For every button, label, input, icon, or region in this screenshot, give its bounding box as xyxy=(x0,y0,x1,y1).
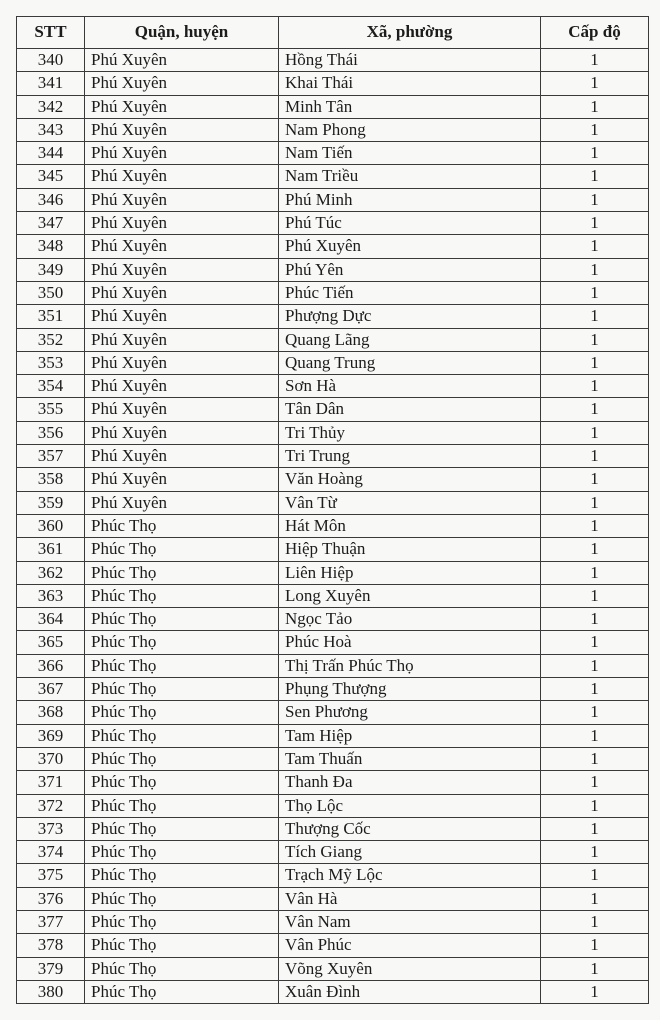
table-row xyxy=(17,678,649,701)
stt-cell: 374 xyxy=(17,841,85,864)
ward-cell: Thị Trấn Phúc Thọ xyxy=(279,654,541,677)
ward-cell: Tích Giang xyxy=(279,841,541,864)
table-row xyxy=(17,328,649,351)
ward-cell: Phú Yên xyxy=(279,258,541,281)
level-cell: 1 xyxy=(541,351,649,374)
table-row xyxy=(17,864,649,887)
level-cell: 1 xyxy=(541,281,649,304)
header-ward: Xã, phường xyxy=(279,17,541,49)
table-row xyxy=(17,747,649,770)
table-row xyxy=(17,887,649,910)
ward-level-table xyxy=(16,16,649,1004)
stt-cell: 372 xyxy=(17,794,85,817)
table-row xyxy=(17,794,649,817)
table-row xyxy=(17,258,649,281)
level-cell: 1 xyxy=(541,188,649,211)
stt-cell: 346 xyxy=(17,188,85,211)
ward-cell: Quang Lãng xyxy=(279,328,541,351)
level-cell: 1 xyxy=(541,165,649,188)
ward-cell: Hồng Thái xyxy=(279,49,541,72)
level-cell: 1 xyxy=(541,980,649,1003)
table-row xyxy=(17,188,649,211)
district-cell: Phúc Thọ xyxy=(85,584,279,607)
level-cell: 1 xyxy=(541,771,649,794)
level-cell: 1 xyxy=(541,561,649,584)
stt-cell: 379 xyxy=(17,957,85,980)
stt-cell: 341 xyxy=(17,72,85,95)
district-cell: Phúc Thọ xyxy=(85,631,279,654)
level-cell: 1 xyxy=(541,817,649,840)
table-row xyxy=(17,514,649,537)
table-row xyxy=(17,817,649,840)
level-cell: 1 xyxy=(541,72,649,95)
level-cell: 1 xyxy=(541,375,649,398)
district-cell: Phúc Thọ xyxy=(85,934,279,957)
table-row xyxy=(17,212,649,235)
stt-cell: 368 xyxy=(17,701,85,724)
table-row xyxy=(17,445,649,468)
table-row xyxy=(17,165,649,188)
stt-cell: 351 xyxy=(17,305,85,328)
district-cell: Phú Xuyên xyxy=(85,235,279,258)
stt-cell: 378 xyxy=(17,934,85,957)
ward-cell: Phúc Hoà xyxy=(279,631,541,654)
stt-cell: 370 xyxy=(17,747,85,770)
stt-cell: 364 xyxy=(17,608,85,631)
level-cell: 1 xyxy=(541,118,649,141)
table-row xyxy=(17,584,649,607)
stt-cell: 356 xyxy=(17,421,85,444)
ward-cell: Liên Hiệp xyxy=(279,561,541,584)
district-cell: Phú Xuyên xyxy=(85,118,279,141)
level-cell: 1 xyxy=(541,328,649,351)
table-row xyxy=(17,934,649,957)
level-cell: 1 xyxy=(541,142,649,165)
header-level: Cấp độ xyxy=(541,17,649,49)
level-cell: 1 xyxy=(541,957,649,980)
level-cell: 1 xyxy=(541,468,649,491)
table-row xyxy=(17,95,649,118)
district-cell: Phúc Thọ xyxy=(85,724,279,747)
table-row xyxy=(17,608,649,631)
level-cell: 1 xyxy=(541,514,649,537)
stt-cell: 343 xyxy=(17,118,85,141)
district-cell: Phú Xuyên xyxy=(85,445,279,468)
table-row xyxy=(17,631,649,654)
level-cell: 1 xyxy=(541,421,649,444)
stt-cell: 366 xyxy=(17,654,85,677)
district-cell: Phú Xuyên xyxy=(85,421,279,444)
table-row xyxy=(17,910,649,933)
table-row xyxy=(17,281,649,304)
stt-cell: 342 xyxy=(17,95,85,118)
ward-cell: Phượng Dực xyxy=(279,305,541,328)
ward-cell: Vân Hà xyxy=(279,887,541,910)
level-cell: 1 xyxy=(541,631,649,654)
table-row xyxy=(17,142,649,165)
ward-cell: Nam Phong xyxy=(279,118,541,141)
district-cell: Phúc Thọ xyxy=(85,794,279,817)
table-row xyxy=(17,305,649,328)
stt-cell: 373 xyxy=(17,817,85,840)
ward-cell: Phụng Thượng xyxy=(279,678,541,701)
ward-cell: Thượng Cốc xyxy=(279,817,541,840)
table-row xyxy=(17,351,649,374)
ward-cell: Ngọc Tảo xyxy=(279,608,541,631)
stt-cell: 359 xyxy=(17,491,85,514)
district-cell: Phú Xuyên xyxy=(85,49,279,72)
stt-cell: 349 xyxy=(17,258,85,281)
district-cell: Phú Xuyên xyxy=(85,351,279,374)
district-cell: Phúc Thọ xyxy=(85,747,279,770)
level-cell: 1 xyxy=(541,654,649,677)
ward-cell: Võng Xuyên xyxy=(279,957,541,980)
ward-cell: Vân Từ xyxy=(279,491,541,514)
ward-cell: Tam Hiệp xyxy=(279,724,541,747)
ward-cell: Hát Môn xyxy=(279,514,541,537)
ward-cell: Phú Minh xyxy=(279,188,541,211)
district-cell: Phú Xuyên xyxy=(85,491,279,514)
stt-cell: 380 xyxy=(17,980,85,1003)
district-cell: Phú Xuyên xyxy=(85,72,279,95)
ward-cell: Sơn Hà xyxy=(279,375,541,398)
level-cell: 1 xyxy=(541,934,649,957)
district-cell: Phúc Thọ xyxy=(85,608,279,631)
level-cell: 1 xyxy=(541,841,649,864)
table-row xyxy=(17,72,649,95)
level-cell: 1 xyxy=(541,864,649,887)
ward-cell: Phú Xuyên xyxy=(279,235,541,258)
stt-cell: 344 xyxy=(17,142,85,165)
table-body xyxy=(17,49,649,1004)
stt-cell: 367 xyxy=(17,678,85,701)
ward-cell: Sen Phương xyxy=(279,701,541,724)
level-cell: 1 xyxy=(541,794,649,817)
table-row xyxy=(17,398,649,421)
table-row xyxy=(17,118,649,141)
ward-cell: Long Xuyên xyxy=(279,584,541,607)
stt-cell: 354 xyxy=(17,375,85,398)
ward-cell: Tam Thuấn xyxy=(279,747,541,770)
district-cell: Phúc Thọ xyxy=(85,980,279,1003)
level-cell: 1 xyxy=(541,538,649,561)
level-cell: 1 xyxy=(541,235,649,258)
ward-cell: Vân Nam xyxy=(279,910,541,933)
table-row xyxy=(17,491,649,514)
stt-cell: 350 xyxy=(17,281,85,304)
level-cell: 1 xyxy=(541,258,649,281)
level-cell: 1 xyxy=(541,678,649,701)
district-cell: Phúc Thọ xyxy=(85,514,279,537)
stt-cell: 357 xyxy=(17,445,85,468)
stt-cell: 363 xyxy=(17,584,85,607)
ward-cell: Phúc Tiến xyxy=(279,281,541,304)
district-cell: Phúc Thọ xyxy=(85,678,279,701)
stt-cell: 345 xyxy=(17,165,85,188)
stt-cell: 348 xyxy=(17,235,85,258)
district-cell: Phúc Thọ xyxy=(85,887,279,910)
table-row xyxy=(17,235,649,258)
ward-cell: Thanh Đa xyxy=(279,771,541,794)
ward-cell: Minh Tân xyxy=(279,95,541,118)
stt-cell: 360 xyxy=(17,514,85,537)
stt-cell: 365 xyxy=(17,631,85,654)
table-row xyxy=(17,538,649,561)
district-cell: Phú Xuyên xyxy=(85,375,279,398)
stt-cell: 358 xyxy=(17,468,85,491)
district-cell: Phúc Thọ xyxy=(85,864,279,887)
district-cell: Phú Xuyên xyxy=(85,165,279,188)
table-row xyxy=(17,375,649,398)
district-cell: Phú Xuyên xyxy=(85,258,279,281)
district-cell: Phú Xuyên xyxy=(85,398,279,421)
stt-cell: 375 xyxy=(17,864,85,887)
ward-cell: Tri Thủy xyxy=(279,421,541,444)
ward-cell: Tân Dân xyxy=(279,398,541,421)
ward-cell: Nam Tiến xyxy=(279,142,541,165)
level-cell: 1 xyxy=(541,910,649,933)
stt-cell: 361 xyxy=(17,538,85,561)
level-cell: 1 xyxy=(541,212,649,235)
ward-cell: Nam Triều xyxy=(279,165,541,188)
ward-cell: Văn Hoàng xyxy=(279,468,541,491)
ward-cell: Vân Phúc xyxy=(279,934,541,957)
table-row xyxy=(17,957,649,980)
ward-cell: Trạch Mỹ Lộc xyxy=(279,864,541,887)
level-cell: 1 xyxy=(541,95,649,118)
stt-cell: 352 xyxy=(17,328,85,351)
stt-cell: 371 xyxy=(17,771,85,794)
table-row xyxy=(17,980,649,1003)
district-cell: Phúc Thọ xyxy=(85,910,279,933)
district-cell: Phú Xuyên xyxy=(85,328,279,351)
stt-cell: 377 xyxy=(17,910,85,933)
district-cell: Phúc Thọ xyxy=(85,538,279,561)
table-row xyxy=(17,654,649,677)
stt-cell: 369 xyxy=(17,724,85,747)
ward-cell: Hiệp Thuận xyxy=(279,538,541,561)
header-stt: STT xyxy=(17,17,85,49)
level-cell: 1 xyxy=(541,724,649,747)
ward-cell: Khai Thái xyxy=(279,72,541,95)
table-row xyxy=(17,421,649,444)
ward-cell: Tri Trung xyxy=(279,445,541,468)
stt-cell: 376 xyxy=(17,887,85,910)
district-cell: Phúc Thọ xyxy=(85,561,279,584)
district-cell: Phúc Thọ xyxy=(85,771,279,794)
table-header-row xyxy=(17,17,649,49)
stt-cell: 340 xyxy=(17,49,85,72)
level-cell: 1 xyxy=(541,305,649,328)
level-cell: 1 xyxy=(541,398,649,421)
district-cell: Phúc Thọ xyxy=(85,957,279,980)
stt-cell: 355 xyxy=(17,398,85,421)
level-cell: 1 xyxy=(541,747,649,770)
district-cell: Phú Xuyên xyxy=(85,468,279,491)
level-cell: 1 xyxy=(541,887,649,910)
level-cell: 1 xyxy=(541,701,649,724)
level-cell: 1 xyxy=(541,608,649,631)
level-cell: 1 xyxy=(541,49,649,72)
ward-cell: Thọ Lộc xyxy=(279,794,541,817)
table-row xyxy=(17,701,649,724)
district-cell: Phú Xuyên xyxy=(85,305,279,328)
table-row xyxy=(17,841,649,864)
level-cell: 1 xyxy=(541,445,649,468)
district-cell: Phúc Thọ xyxy=(85,701,279,724)
district-cell: Phú Xuyên xyxy=(85,281,279,304)
stt-cell: 353 xyxy=(17,351,85,374)
table-row xyxy=(17,468,649,491)
district-cell: Phú Xuyên xyxy=(85,142,279,165)
table-row xyxy=(17,771,649,794)
table-row xyxy=(17,49,649,72)
ward-cell: Phú Túc xyxy=(279,212,541,235)
table-row xyxy=(17,561,649,584)
ward-cell: Quang Trung xyxy=(279,351,541,374)
stt-cell: 347 xyxy=(17,212,85,235)
district-cell: Phúc Thọ xyxy=(85,654,279,677)
district-cell: Phú Xuyên xyxy=(85,188,279,211)
ward-cell: Xuân Đình xyxy=(279,980,541,1003)
level-cell: 1 xyxy=(541,584,649,607)
stt-cell: 362 xyxy=(17,561,85,584)
district-cell: Phúc Thọ xyxy=(85,841,279,864)
district-cell: Phúc Thọ xyxy=(85,817,279,840)
level-cell: 1 xyxy=(541,491,649,514)
table-row xyxy=(17,724,649,747)
district-cell: Phú Xuyên xyxy=(85,212,279,235)
district-cell: Phú Xuyên xyxy=(85,95,279,118)
header-district: Quận, huyện xyxy=(85,17,279,49)
